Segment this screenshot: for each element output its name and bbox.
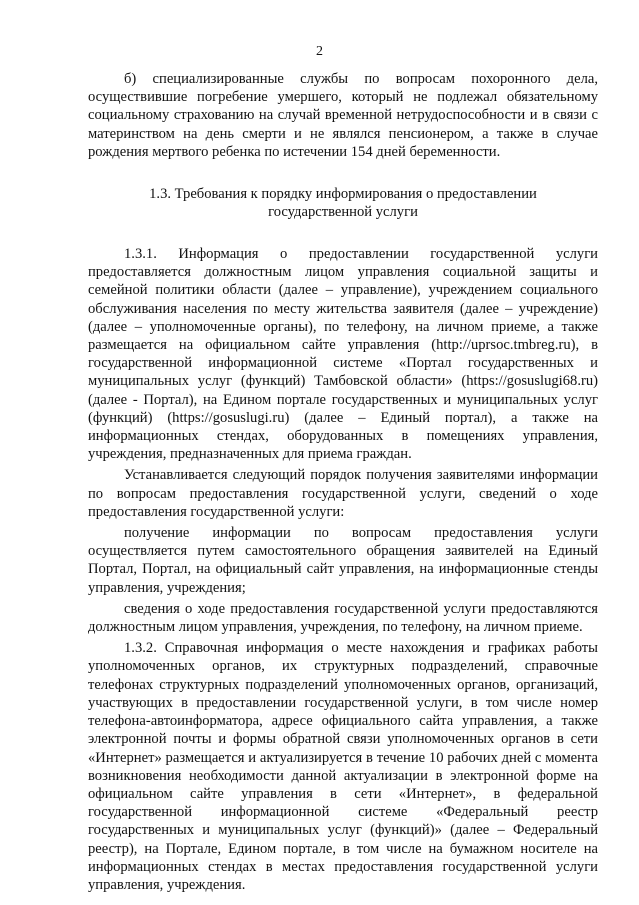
document-body: [88, 70, 598, 894]
paragraph-progress-info: сведения о ходе предоставления государственной услуги предоставляются должностным лицом управления, учреждения, по телефону, на личном приеме.: [88, 600, 598, 636]
section-heading-line1: 1.3. Требования к порядку информирования о предоставлении: [149, 186, 537, 203]
paragraph-procedure: Устанавливается следующий порядок получения заявителями информации по вопросам предоставления государственной услуги, сведений о ходе предоставления государственной услуги:: [88, 467, 598, 520]
page-number: 2: [316, 44, 323, 59]
section-heading: [88, 185, 598, 221]
section-heading-line2: государственной услуги: [268, 204, 418, 221]
paragraph-1-3-2: 1.3.2. Справочная информация о месте нахождения и графиках работы уполномоченных органов, их структурных подразделений, справочные телефонах структурных подразделений уполномоченных органов, организаций, участвующих в предоставлении государственной услуги, в том числе номер телефона-автоинформатора, адресе официального сайта управления, а также электронной почты и формы обратной связи уполномоченных органов в сети «Интернет» размещается и актуализируется в течение 10 рабочих дней с момента возникновения необходимости данной актуализации в электронной форме на официальном сайте управления в сети «Интернет», в федеральной государственной информационной системе «Федеральный реестр государственных и муниципальных услуг (функций)» (далее – Федеральный реестр), на Портале, Едином портале, в том числе на бумажном носителе на информационных стендах в местах предоставления государственной услуги управления, учреждения.: [88, 640, 598, 893]
paragraph-obtaining-info: получение информации по вопросам предоставления услуги осуществляется путем самостоятельного обращения заявителей на Единый Портал, Портал, на официальный сайт управления, на информационные стенды управления, учреждения;: [88, 525, 598, 596]
paragraph-1-3-1: 1.3.1. Информация о предоставлении государственной услуги предоставляется должностным лицом управления социальной защиты и семейной политики области (далее – управление), учреждением социального обслуживания населения по месту жительства заявителя (далее – учреждение) (далее – уполномоченные органы), по телефону, на личном приеме, а также размещается на официальном сайте управления (http://uprsoc.tmbreg.ru), в государственной информационной системе «Портал государственных и муниципальных услуг (функций) Тамбовской области» (https://gosuslugi68.ru) (далее - Портал), на Едином портале государственных и муниципальных услуг (функций) (https://gosuslugi.ru) (далее – Единый портал), а также на информационных стендах, оборудованных в помещениях управления, учреждения, предназначенных для приема граждан.: [88, 246, 598, 463]
paragraph-funeral-services: б) специализированные службы по вопросам похоронного дела, осуществившие погребение умершего, который не подлежал обязательному социальному страхованию на случай временной нетрудоспособности и в связи с материнством на день смерти и не являлся пенсионером, а также в случае рождения мертвого ребенка по истечении 154 дней беременности.: [88, 71, 598, 160]
